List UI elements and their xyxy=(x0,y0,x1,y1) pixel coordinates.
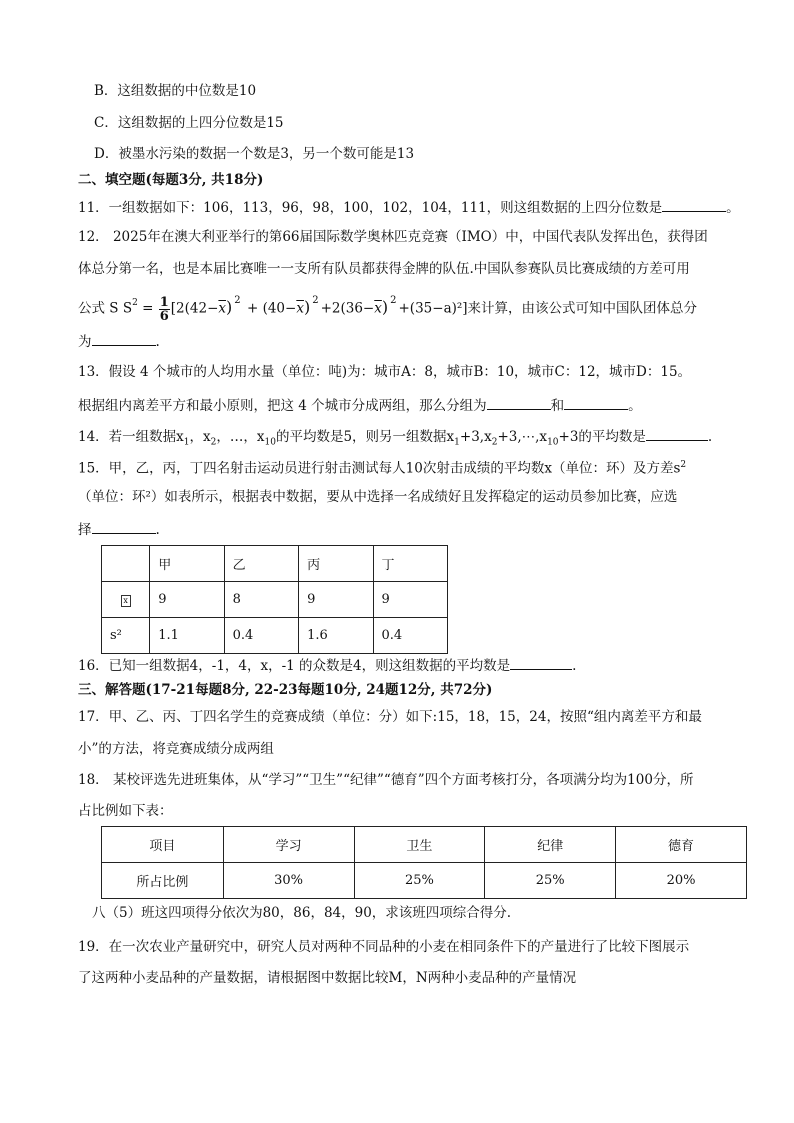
question-15-prefix: 择 xyxy=(78,522,92,538)
shooting-stats-table xyxy=(101,545,448,654)
table-header-cell: 项目 xyxy=(102,827,224,863)
question-16 xyxy=(78,655,576,675)
seq: +3,x xyxy=(459,429,492,445)
x-bar: $\overline{x}$ xyxy=(296,300,304,317)
table-cell: 0.4 xyxy=(224,618,298,654)
question-17-line-1: 17．甲、乙、丙、丁四名学生的竞赛成绩（单位：分）如下:15，18，15，24，按照“组内离差平方和最 xyxy=(78,709,702,725)
question-16-end: . xyxy=(572,658,577,674)
question-11-text: 11．一组数据如下：106，113，96，98，100，102，104，111，则这组数据的上四分位数是 xyxy=(78,200,663,216)
table-header-cell: 乙 xyxy=(224,546,298,582)
table-header-cell: 丙 xyxy=(299,546,373,582)
answer-blank[interactable] xyxy=(510,655,572,670)
table-cell xyxy=(102,546,150,582)
answer-blank[interactable] xyxy=(646,426,708,441)
question-18-line-2: 占比例如下表： xyxy=(78,803,173,819)
question-19-line-1: 19．在一次农业产量研究中，研究人员对两种不同品种的小麦在相同条件下的产量进行了比较下图展示 xyxy=(78,939,690,955)
option-c: C．这组数据的上四分位数是15 xyxy=(94,115,284,131)
row-label-mean xyxy=(102,582,150,618)
subscript: 2 xyxy=(491,437,498,448)
question-12-formula-line: 公式 S $S^2$ = $\frac{1}{6}$ [$2(42-\overline{x}) ^2 + (40-\overline{x})$ $^2+2(36-\overline{x})$ $^2$+(35−a)²]来计算，由该公式可知中国队团体总分 xyxy=(78,294,698,324)
seq: +3 xyxy=(558,429,579,445)
question-15-end: . xyxy=(155,522,160,538)
question-15-line-2: （单位：环²）如表所示，根据表中数据，要从中选择一名成绩好且发挥稳定的运动员参加比赛，应选 xyxy=(78,489,678,505)
subscript: 10 xyxy=(547,437,559,448)
table-row xyxy=(102,863,747,899)
table-cell: 所占比例 xyxy=(102,863,224,899)
x-bar: $\overline{x}$ xyxy=(218,300,227,317)
table-cell: 0.4 xyxy=(373,618,448,654)
question-19-line-2: 了这两种小麦品种的产量数据，请根据图中数据比较M，N两种小麦品种的产量情况 xyxy=(78,970,577,986)
broken-image-icon: x xyxy=(121,595,131,607)
question-12-line-1: 12． 2025年在澳大利亚举行的第66届国际数学奥林匹克竞赛（IMO）中，中国代表队发挥出色，获得团 xyxy=(78,229,708,245)
weight-table xyxy=(101,826,747,899)
question-14-middle: 的平均数是5，则另一组数据x xyxy=(275,429,455,445)
table-row xyxy=(102,618,448,654)
seq: +3,⋯,x xyxy=(497,429,548,445)
option-b: B．这组数据的中位数是10 xyxy=(94,83,257,99)
question-12-prefix: 为 xyxy=(78,334,92,350)
subscript: 2 xyxy=(210,437,217,448)
table-cell: 9 xyxy=(373,582,448,618)
question-11-tail: 。 xyxy=(726,200,740,216)
section-title-fill-in: 二、填空题(每题3分, 共18分) xyxy=(78,172,264,188)
table-header-cell: 德育 xyxy=(616,827,747,863)
table-cell: 25% xyxy=(354,863,485,899)
question-13-and: 和 xyxy=(550,398,565,414)
section-title-answers: 三、解答题(17-21每题8分, 22-23每题10分, 24题12分, 共72分) xyxy=(78,682,493,698)
superscript: 2 xyxy=(680,460,687,470)
answer-blank[interactable] xyxy=(92,331,156,346)
question-15-line-3 xyxy=(78,519,160,539)
table-cell: 9 xyxy=(150,582,224,618)
fraction-numerator: 1 xyxy=(159,294,169,310)
question-12-line-2: 体总分第一名，也是本届比赛唯一一支所有队员都获得金牌的队伍.中国队参赛队员比赛成绩的方差可用 xyxy=(78,261,690,277)
table-cell: 9 xyxy=(299,582,373,618)
subscript: 10 xyxy=(264,437,276,448)
table-cell: 8 xyxy=(224,582,298,618)
question-14-end: . xyxy=(707,429,713,445)
formula-term-2: (40− xyxy=(262,300,297,317)
answer-blank[interactable] xyxy=(487,395,551,410)
answer-blank[interactable] xyxy=(564,395,628,410)
table-cell: 25% xyxy=(485,863,616,899)
question-13-line-2 xyxy=(78,395,642,415)
question-13-end: 。 xyxy=(628,398,642,414)
answer-blank[interactable] xyxy=(662,197,726,212)
question-14-start: 14．若一组数据x xyxy=(78,429,184,445)
formula-prefix: 公式 S S xyxy=(78,300,133,317)
table-cell: 1.1 xyxy=(150,618,224,654)
question-18-detail: 八（5）班这四项得分依次为80，86，84，90，求该班四项综合得分. xyxy=(92,905,512,921)
question-12-line-4 xyxy=(78,331,160,351)
question-13-text: 根据组内离差平方和最小原则，把这 4 个城市分成两组，那么分组为 xyxy=(78,398,487,414)
table-header-cell: 卫生 xyxy=(354,827,485,863)
x-bar: $\overline{x}$ xyxy=(374,300,382,317)
question-11 xyxy=(78,197,740,217)
table-header-cell: 纪律 xyxy=(485,827,616,863)
question-18-line-1: 18． 某校评选先进班集体，从“学习”“卫生”“纪律”“德育”四个方面考核打分，各项满分均为100分，所 xyxy=(78,772,694,788)
fraction-denominator: 6 xyxy=(159,308,169,324)
table-header-row xyxy=(102,546,448,582)
fraction-one-sixth xyxy=(159,296,170,323)
table-header-cell: 丁 xyxy=(373,546,448,582)
table-header-cell: 甲 xyxy=(150,546,224,582)
table-header-cell: 学习 xyxy=(223,827,354,863)
row-label-variance: s² xyxy=(102,618,150,654)
option-d: D．被墨水污染的数据一个数是3，另一个数可能是13 xyxy=(94,146,415,162)
seq: ，…，x xyxy=(216,429,265,445)
subscript: 1 xyxy=(454,437,460,448)
table-cell: 30% xyxy=(223,863,354,899)
question-13-line-1: 13．假设 4 个城市的人均用水量（单位：吨)为：城市A：8，城市B：10，城市C：12，城市D：15。 xyxy=(78,364,692,380)
answer-blank[interactable] xyxy=(92,519,156,534)
question-12-end: . xyxy=(155,334,160,350)
table-cell: 1.6 xyxy=(299,618,373,654)
table-row xyxy=(102,582,448,618)
question-14 xyxy=(78,426,712,452)
question-15-text: 15．甲，乙，丙，丁四名射击运动员进行射击测试每人10次射击成绩的平均数x（单位：环）及方差s xyxy=(78,460,681,477)
formula-term-4: +(35−a)²]来计算，由该公式可知中国队团体总分 xyxy=(398,300,698,317)
question-16-text: 16．已知一组数据4，-1，4，x，-1 的众数是4，则这组数据的平均数是 xyxy=(78,658,511,674)
table-cell: 20% xyxy=(616,863,747,899)
seq: ，x xyxy=(189,429,211,445)
question-17-line-2: 小”的方法，将竞赛成绩分成两组 xyxy=(78,741,274,757)
subscript: 1 xyxy=(183,437,190,448)
formula-term-1: [2(42− xyxy=(170,300,219,317)
table-header-row xyxy=(102,827,747,863)
question-15-line-1 xyxy=(78,456,686,478)
question-14-end-text: 的平均数是 xyxy=(578,429,646,445)
formula-term-3: +2(36− xyxy=(320,300,375,317)
